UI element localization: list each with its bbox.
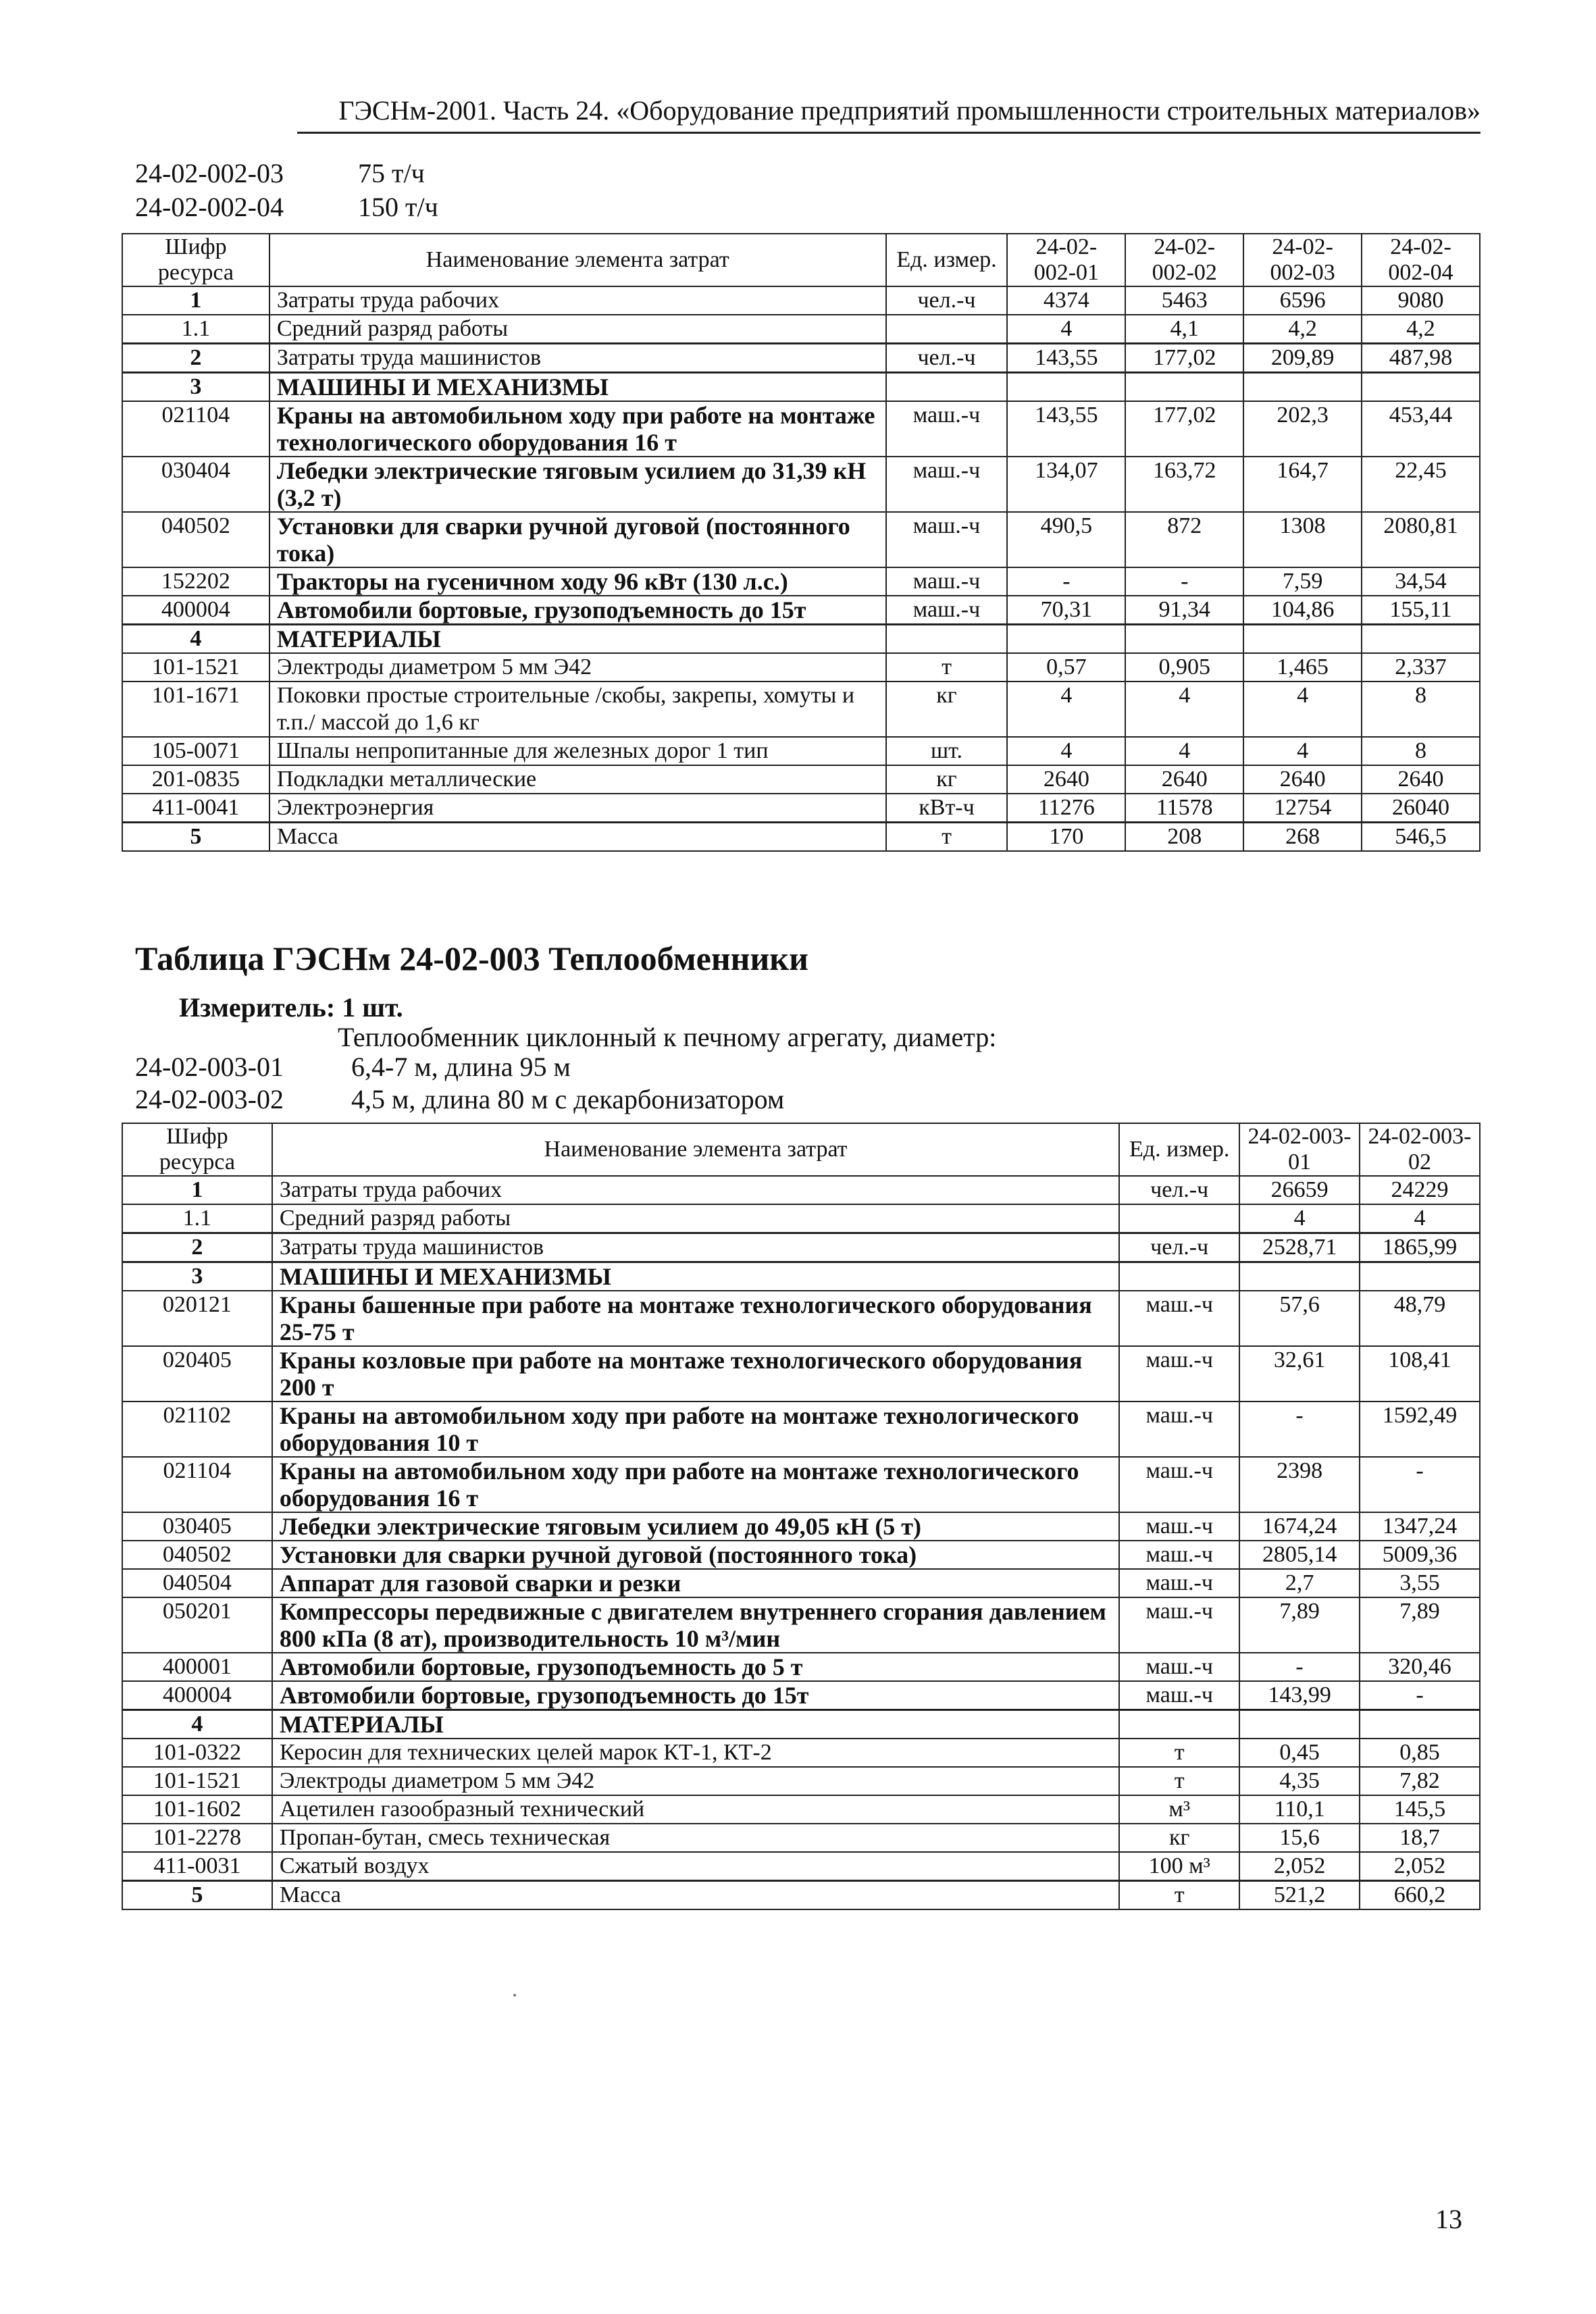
- cost-element-name-cell: Сжатый воздух: [272, 1852, 1119, 1881]
- unit-cell: т: [886, 823, 1008, 852]
- value-cell: 4: [1239, 1204, 1360, 1233]
- resource-code-cell: 101-0322: [122, 1739, 272, 1767]
- page-header: ГЭСНм-2001. Часть 24. «Оборудование предприятий промышленности строительных материалов»: [297, 95, 1481, 134]
- value-cell: 487,98: [1362, 344, 1480, 373]
- resource-code-cell: 411-0031: [122, 1852, 272, 1881]
- value-cell: 57,6: [1239, 1291, 1360, 1346]
- code-row: [135, 1051, 784, 1083]
- table-header-row: [122, 234, 1480, 286]
- value-cell: 2,7: [1239, 1569, 1360, 1597]
- value-cell: 4,1: [1125, 315, 1243, 344]
- header-cell: 24-02-003-02: [1360, 1123, 1480, 1176]
- value-cell: 2528,71: [1239, 1233, 1360, 1262]
- resource-code-cell: 101-1521: [122, 653, 269, 682]
- value-cell: 8: [1362, 682, 1480, 737]
- resource-code-cell: 030405: [122, 1512, 272, 1541]
- value-cell: 155,11: [1362, 596, 1480, 625]
- value-cell: 4,2: [1362, 315, 1480, 344]
- cost-element-name-cell: Краны на автомобильном ходу при работе на монтаже технологического оборудования 16 т: [269, 401, 886, 457]
- value-cell: 143,99: [1239, 1681, 1360, 1710]
- value-cell: 15,6: [1239, 1824, 1360, 1852]
- value-cell: 0,905: [1125, 653, 1243, 682]
- table-row: [122, 1176, 1480, 1204]
- table-title: Таблица ГЭСНм 24-02-003 Теплообменники: [135, 940, 808, 977]
- cost-element-name-cell: Автомобили бортовые, грузоподъемность до 5 т: [272, 1653, 1119, 1681]
- resource-table-1: [122, 233, 1481, 852]
- value-cell: 0,57: [1007, 653, 1125, 682]
- header-cell: 24-02-002-02: [1125, 234, 1243, 286]
- resource-code-cell: 2: [122, 344, 269, 373]
- cost-element-name-cell: Краны на автомобильном ходу при работе на монтаже технологического оборудования 16 т: [272, 1457, 1119, 1512]
- cost-element-name-cell: Масса: [272, 1881, 1119, 1910]
- unit-cell: маш.-ч: [886, 512, 1008, 567]
- value-cell: 4: [1243, 682, 1362, 737]
- value-cell: 0,85: [1360, 1739, 1480, 1767]
- table-row: [122, 286, 1480, 315]
- value-cell: 3,55: [1360, 1569, 1480, 1597]
- cost-element-name-cell: МАТЕРИАЛЫ: [269, 625, 886, 654]
- value-cell: 546,5: [1362, 823, 1480, 852]
- codes-top: [135, 157, 438, 224]
- value-cell: 163,72: [1125, 457, 1243, 512]
- measure-unit: Измеритель: 1 шт.: [179, 992, 403, 1023]
- table-row: [122, 1541, 1480, 1569]
- cost-element-name-cell: Затраты труда рабочих: [269, 286, 886, 315]
- value-cell: 143,55: [1007, 401, 1125, 457]
- value-cell: 12754: [1243, 794, 1362, 823]
- value-cell: 320,46: [1360, 1653, 1480, 1681]
- value-cell: -: [1360, 1681, 1480, 1710]
- cost-element-name-cell: Краны козловые при работе на монтаже технологического оборудования 200 т: [272, 1346, 1119, 1402]
- unit-cell: кг: [1119, 1824, 1239, 1852]
- value-cell: 7,89: [1360, 1597, 1480, 1653]
- cost-element-name-cell: Шпалы непропитанные для железных дорог 1 тип: [269, 737, 886, 765]
- unit-cell: т: [1119, 1739, 1239, 1767]
- value-cell: 1865,99: [1360, 1233, 1480, 1262]
- value-cell: 110,1: [1239, 1795, 1360, 1824]
- value-cell: 2805,14: [1239, 1541, 1360, 1569]
- code-row: [135, 157, 438, 190]
- cost-element-name-cell: Электроэнергия: [269, 794, 886, 823]
- unit-cell: маш.-ч: [1119, 1402, 1239, 1457]
- cost-element-name-cell: Керосин для технических целей марок КТ-1, КТ-2: [272, 1739, 1119, 1767]
- value-cell: 143,55: [1007, 344, 1125, 373]
- table-row: [122, 1767, 1480, 1795]
- value-cell: -: [1239, 1402, 1360, 1457]
- resource-code-cell: 400001: [122, 1653, 272, 1681]
- value-cell: 7,59: [1243, 567, 1362, 596]
- scan-speck: [513, 1994, 516, 1997]
- code: 24-02-003-01: [135, 1052, 284, 1082]
- value-cell: [1007, 625, 1125, 654]
- unit-cell: м³: [1119, 1795, 1239, 1824]
- value-cell: 0,45: [1239, 1739, 1360, 1767]
- value-cell: 2640: [1125, 765, 1243, 794]
- resource-code-cell: 3: [122, 373, 269, 402]
- unit-cell: маш.-ч: [1119, 1291, 1239, 1346]
- table-row: [122, 737, 1480, 765]
- value-cell: 660,2: [1360, 1881, 1480, 1910]
- unit-cell: кг: [886, 682, 1008, 737]
- value-cell: 177,02: [1125, 344, 1243, 373]
- cost-element-name-cell: Лебедки электрические тяговым усилием до 49,05 кН (5 т): [272, 1512, 1119, 1541]
- cost-element-name-cell: МАШИНЫ И МЕХАНИЗМЫ: [269, 373, 886, 402]
- resource-code-cell: 5: [122, 1881, 272, 1910]
- table-row: [122, 1512, 1480, 1541]
- value-cell: [1243, 625, 1362, 654]
- cost-element-name-cell: Установки для сварки ручной дуговой (постоянного тока): [272, 1541, 1119, 1569]
- table-header-row: [122, 1123, 1480, 1176]
- unit-cell: маш.-ч: [1119, 1457, 1239, 1512]
- value-cell: 1,465: [1243, 653, 1362, 682]
- resource-code-cell: 101-1602: [122, 1795, 272, 1824]
- cost-element-name-cell: Краны на автомобильном ходу при работе на монтаже технологического оборудования 10 т: [272, 1402, 1119, 1457]
- value-cell: 4374: [1007, 286, 1125, 315]
- table-row: [122, 1852, 1480, 1881]
- value-cell: 5009,36: [1360, 1541, 1480, 1569]
- unit-cell: [1119, 1204, 1239, 1233]
- cost-element-name-cell: Затраты труда машинистов: [269, 344, 886, 373]
- table-row: [122, 1204, 1480, 1233]
- table-row: [122, 1739, 1480, 1767]
- resource-code-cell: 101-1521: [122, 1767, 272, 1795]
- value-cell: 872: [1125, 512, 1243, 567]
- table-description: Теплообменник циклонный к печному агрегату, диаметр:: [338, 1022, 997, 1052]
- table-row: [122, 1233, 1480, 1262]
- table-row: [122, 315, 1480, 344]
- unit-cell: т: [1119, 1881, 1239, 1910]
- header-cell: Ед. измер.: [886, 234, 1008, 286]
- value-cell: 48,79: [1360, 1291, 1480, 1346]
- unit-cell: чел.-ч: [886, 286, 1008, 315]
- table-row: [122, 1291, 1480, 1346]
- value-cell: [1239, 1710, 1360, 1739]
- resource-code-cell: 021104: [122, 1457, 272, 1512]
- table-row: [122, 1457, 1480, 1512]
- unit-cell: маш.-ч: [1119, 1541, 1239, 1569]
- cost-element-name-cell: Поковки простые строительные /скобы, закрепы, хомуты и т.п./ массой до 1,6 кг: [269, 682, 886, 737]
- table-row: [122, 1824, 1480, 1852]
- resource-code-cell: 3: [122, 1262, 272, 1291]
- unit-cell: чел.-ч: [1119, 1233, 1239, 1262]
- cost-element-name-cell: Масса: [269, 823, 886, 852]
- code-label: 6,4-7 м, длина 95 м: [351, 1052, 571, 1082]
- value-cell: 5463: [1125, 286, 1243, 315]
- value-cell: -: [1239, 1653, 1360, 1681]
- resource-code-cell: 411-0041: [122, 794, 269, 823]
- value-cell: [1125, 625, 1243, 654]
- value-cell: 4,2: [1243, 315, 1362, 344]
- value-cell: 24229: [1360, 1176, 1480, 1204]
- table-row: [122, 1710, 1480, 1739]
- table-row: [122, 401, 1480, 457]
- value-cell: 4: [1360, 1204, 1480, 1233]
- unit-cell: [886, 625, 1008, 654]
- value-cell: 202,3: [1243, 401, 1362, 457]
- unit-cell: т: [1119, 1767, 1239, 1795]
- value-cell: 2398: [1239, 1457, 1360, 1512]
- value-cell: [1125, 373, 1243, 402]
- value-cell: 18,7: [1360, 1824, 1480, 1852]
- value-cell: 108,41: [1360, 1346, 1480, 1402]
- code-row: [135, 1083, 784, 1116]
- code: 24-02-002-03: [135, 158, 284, 188]
- cost-element-name-cell: Компрессоры передвижные с двигателем внутреннего сгорания давлением 800 кПа (8 ат), производительность 10 м³/мин: [272, 1597, 1119, 1653]
- table-row: [122, 596, 1480, 625]
- resource-code-cell: 021104: [122, 401, 269, 457]
- value-cell: 177,02: [1125, 401, 1243, 457]
- value-cell: 490,5: [1007, 512, 1125, 567]
- value-cell: 32,61: [1239, 1346, 1360, 1402]
- code-label: 150 т/ч: [358, 192, 438, 222]
- header-cell: 24-02-002-01: [1007, 234, 1125, 286]
- header-cell: 24-02-002-04: [1362, 234, 1480, 286]
- table-row: [122, 567, 1480, 596]
- value-cell: 26659: [1239, 1176, 1360, 1204]
- value-cell: [1360, 1710, 1480, 1739]
- table-row: [122, 794, 1480, 823]
- value-cell: 268: [1243, 823, 1362, 852]
- cost-element-name-cell: Затраты труда рабочих: [272, 1176, 1119, 1204]
- value-cell: -: [1125, 567, 1243, 596]
- resource-code-cell: 040502: [122, 1541, 272, 1569]
- table-row: [122, 1262, 1480, 1291]
- table-row: [122, 682, 1480, 737]
- unit-cell: маш.-ч: [886, 567, 1008, 596]
- unit-cell: шт.: [886, 737, 1008, 765]
- unit-cell: [886, 373, 1008, 402]
- page-number: 13: [1435, 2204, 1462, 2234]
- table-row: [122, 1653, 1480, 1681]
- resource-code-cell: 400004: [122, 1681, 272, 1710]
- value-cell: 1347,24: [1360, 1512, 1480, 1541]
- cost-element-name-cell: Установки для сварки ручной дуговой (постоянного тока): [269, 512, 886, 567]
- table-row: [122, 1597, 1480, 1653]
- value-cell: 145,5: [1360, 1795, 1480, 1824]
- value-cell: 4,35: [1239, 1767, 1360, 1795]
- header-cell: Ед. измер.: [1119, 1123, 1239, 1176]
- unit-cell: маш.-ч: [1119, 1569, 1239, 1597]
- unit-cell: маш.-ч: [886, 401, 1008, 457]
- value-cell: 2640: [1362, 765, 1480, 794]
- cost-element-name-cell: Средний разряд работы: [272, 1204, 1119, 1233]
- unit-cell: маш.-ч: [886, 457, 1008, 512]
- value-cell: 2,052: [1360, 1852, 1480, 1881]
- table-row: [122, 1569, 1480, 1597]
- value-cell: [1362, 373, 1480, 402]
- cost-element-name-cell: Средний разряд работы: [269, 315, 886, 344]
- unit-cell: 100 м³: [1119, 1852, 1239, 1881]
- header-cell: Шифр ресурса: [122, 234, 269, 286]
- unit-cell: маш.-ч: [1119, 1346, 1239, 1402]
- value-cell: 2080,81: [1362, 512, 1480, 567]
- resource-code-cell: 105-0071: [122, 737, 269, 765]
- value-cell: 4: [1125, 682, 1243, 737]
- value-cell: 9080: [1362, 286, 1480, 315]
- codes-mid: [135, 1051, 784, 1116]
- cost-element-name-cell: Тракторы на гусеничном ходу 96 кВт (130 л.с.): [269, 567, 886, 596]
- resource-code-cell: 4: [122, 1710, 272, 1739]
- cost-element-name-cell: Ацетилен газообразный технический: [272, 1795, 1119, 1824]
- table-row: [122, 1346, 1480, 1402]
- table-row: [122, 344, 1480, 373]
- cost-element-name-cell: Затраты труда машинистов: [272, 1233, 1119, 1262]
- unit-cell: [1119, 1710, 1239, 1739]
- value-cell: 1674,24: [1239, 1512, 1360, 1541]
- table-row: [122, 1881, 1480, 1910]
- resource-code-cell: 050201: [122, 1597, 272, 1653]
- resource-code-cell: 1: [122, 1176, 272, 1204]
- cost-element-name-cell: Аппарат для газовой сварки и резки: [272, 1569, 1119, 1597]
- code: 24-02-002-04: [135, 192, 284, 222]
- value-cell: 2640: [1243, 765, 1362, 794]
- value-cell: 104,86: [1243, 596, 1362, 625]
- table-row: [122, 823, 1480, 852]
- unit-cell: маш.-ч: [1119, 1512, 1239, 1541]
- cost-element-name-cell: Автомобили бортовые, грузоподъемность до 15т: [269, 596, 886, 625]
- resource-code-cell: 101-2278: [122, 1824, 272, 1852]
- value-cell: [1239, 1262, 1360, 1291]
- value-cell: 1308: [1243, 512, 1362, 567]
- value-cell: 11276: [1007, 794, 1125, 823]
- resource-code-cell: 101-1671: [122, 682, 269, 737]
- code-label: 75 т/ч: [358, 158, 425, 188]
- value-cell: [1243, 373, 1362, 402]
- unit-cell: кг: [886, 765, 1008, 794]
- table-row: [122, 1402, 1480, 1457]
- resource-code-cell: 020405: [122, 1346, 272, 1402]
- value-cell: 453,44: [1362, 401, 1480, 457]
- value-cell: 1592,49: [1360, 1402, 1480, 1457]
- value-cell: 6596: [1243, 286, 1362, 315]
- resource-code-cell: 152202: [122, 567, 269, 596]
- table-row: [122, 1795, 1480, 1824]
- cost-element-name-cell: Электроды диаметром 5 мм Э42: [269, 653, 886, 682]
- value-cell: 26040: [1362, 794, 1480, 823]
- table-row: [122, 653, 1480, 682]
- value-cell: -: [1007, 567, 1125, 596]
- table-row: [122, 1681, 1480, 1710]
- unit-cell: кВт-ч: [886, 794, 1008, 823]
- table-row: [122, 457, 1480, 512]
- value-cell: 4: [1007, 682, 1125, 737]
- resource-code-cell: 2: [122, 1233, 272, 1262]
- unit-cell: маш.-ч: [1119, 1597, 1239, 1653]
- unit-cell: маш.-ч: [1119, 1653, 1239, 1681]
- value-cell: [1007, 373, 1125, 402]
- value-cell: 70,31: [1007, 596, 1125, 625]
- value-cell: 22,45: [1362, 457, 1480, 512]
- value-cell: 164,7: [1243, 457, 1362, 512]
- resource-table-2: [122, 1123, 1481, 1910]
- value-cell: 91,34: [1125, 596, 1243, 625]
- value-cell: 34,54: [1362, 567, 1480, 596]
- unit-cell: чел.-ч: [886, 344, 1008, 373]
- cost-element-name-cell: Автомобили бортовые, грузоподъемность до 15т: [272, 1681, 1119, 1710]
- table-row: [122, 512, 1480, 567]
- cost-element-name-cell: Краны башенные при работе на монтаже технологического оборудования 25-75 т: [272, 1291, 1119, 1346]
- table-row: [122, 765, 1480, 794]
- code: 24-02-003-02: [135, 1084, 284, 1114]
- unit-cell: [1119, 1262, 1239, 1291]
- unit-cell: [886, 315, 1008, 344]
- value-cell: 8: [1362, 737, 1480, 765]
- value-cell: 2640: [1007, 765, 1125, 794]
- value-cell: 4: [1007, 737, 1125, 765]
- resource-code-cell: 030404: [122, 457, 269, 512]
- value-cell: -: [1360, 1457, 1480, 1512]
- resource-code-cell: 5: [122, 823, 269, 852]
- cost-element-name-cell: Подкладки металлические: [269, 765, 886, 794]
- resource-code-cell: 040504: [122, 1569, 272, 1597]
- unit-cell: т: [886, 653, 1008, 682]
- value-cell: 4: [1243, 737, 1362, 765]
- value-cell: 11578: [1125, 794, 1243, 823]
- header-cell: Наименование элемента затрат: [272, 1123, 1119, 1176]
- value-cell: 4: [1125, 737, 1243, 765]
- resource-code-cell: 1: [122, 286, 269, 315]
- unit-cell: маш.-ч: [1119, 1681, 1239, 1710]
- header-cell: 24-02-003-01: [1239, 1123, 1360, 1176]
- cost-element-name-cell: МАТЕРИАЛЫ: [272, 1710, 1119, 1739]
- header-cell: 24-02-002-03: [1243, 234, 1362, 286]
- value-cell: [1362, 625, 1480, 654]
- value-cell: 209,89: [1243, 344, 1362, 373]
- value-cell: 521,2: [1239, 1881, 1360, 1910]
- unit-cell: чел.-ч: [1119, 1176, 1239, 1204]
- unit-cell: маш.-ч: [886, 596, 1008, 625]
- value-cell: 170: [1007, 823, 1125, 852]
- cost-element-name-cell: Электроды диаметром 5 мм Э42: [272, 1767, 1119, 1795]
- resource-code-cell: 201-0835: [122, 765, 269, 794]
- value-cell: 7,89: [1239, 1597, 1360, 1653]
- resource-code-cell: 040502: [122, 512, 269, 567]
- value-cell: 7,82: [1360, 1767, 1480, 1795]
- code-label: 4,5 м, длина 80 м с декарбонизатором: [351, 1084, 785, 1114]
- resource-code-cell: 021102: [122, 1402, 272, 1457]
- value-cell: 134,07: [1007, 457, 1125, 512]
- cost-element-name-cell: МАШИНЫ И МЕХАНИЗМЫ: [272, 1262, 1119, 1291]
- value-cell: 4: [1007, 315, 1125, 344]
- table-row: [122, 625, 1480, 654]
- cost-element-name-cell: Пропан-бутан, смесь техническая: [272, 1824, 1119, 1852]
- value-cell: [1360, 1262, 1480, 1291]
- header-cell: Наименование элемента затрат: [269, 234, 886, 286]
- cost-element-name-cell: Лебедки электрические тяговым усилием до 31,39 кН (3,2 т): [269, 457, 886, 512]
- resource-code-cell: 400004: [122, 596, 269, 625]
- resource-code-cell: 4: [122, 625, 269, 654]
- table-row: [122, 373, 1480, 402]
- header-cell: Шифр ресурса: [122, 1123, 272, 1176]
- value-cell: 208: [1125, 823, 1243, 852]
- code-row: [135, 190, 438, 224]
- value-cell: 2,052: [1239, 1852, 1360, 1881]
- resource-code-cell: 020121: [122, 1291, 272, 1346]
- value-cell: 2,337: [1362, 653, 1480, 682]
- resource-code-cell: 1.1: [122, 315, 269, 344]
- resource-code-cell: 1.1: [122, 1204, 272, 1233]
